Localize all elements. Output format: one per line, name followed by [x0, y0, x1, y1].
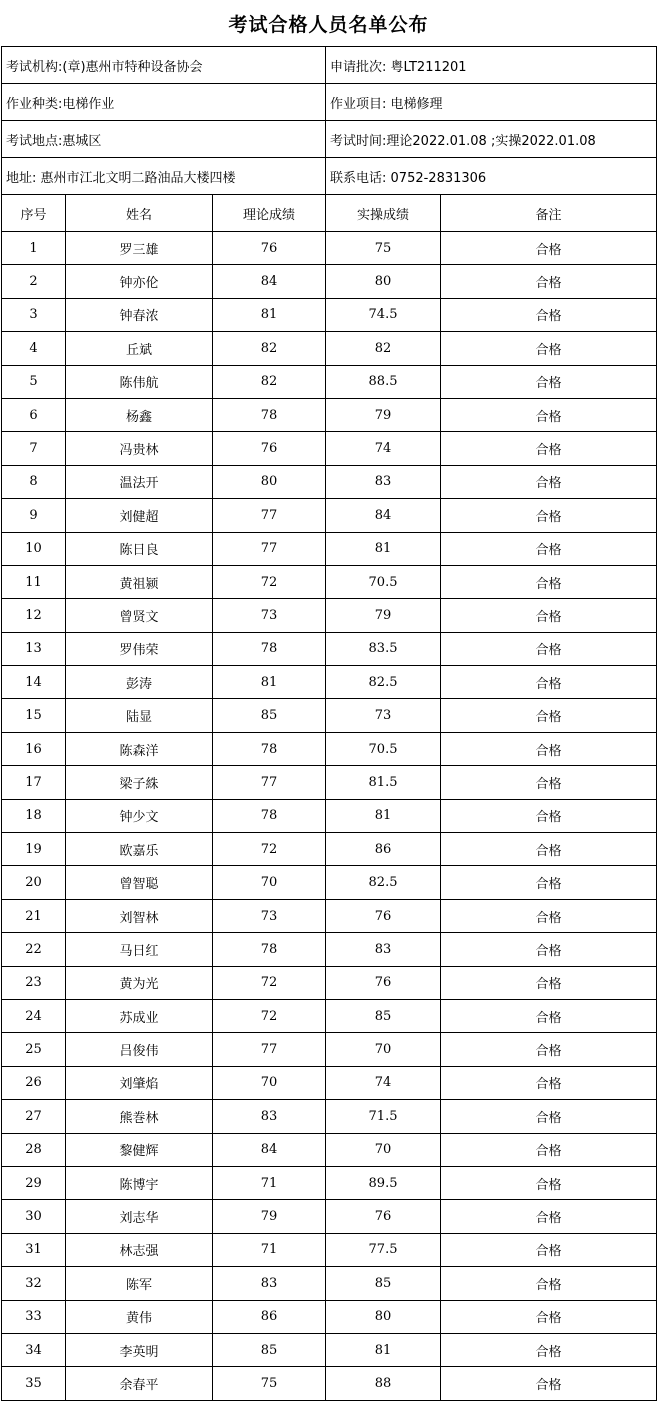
cell-practical-score: 76	[326, 966, 441, 999]
cell-index: 14	[2, 666, 66, 699]
cell-index: 13	[2, 632, 66, 665]
cell-practical-score: 85	[326, 999, 441, 1032]
header-practical-score: 实操成绩	[326, 195, 441, 232]
info-row	[2, 121, 657, 158]
cell-practical-score: 81.5	[326, 766, 441, 799]
cell-index: 17	[2, 766, 66, 799]
cell-name: 马日红	[66, 933, 213, 966]
cell-index: 28	[2, 1133, 66, 1166]
cell-index: 2	[2, 265, 66, 298]
cell-theory-score: 81	[213, 298, 326, 331]
cell-index: 5	[2, 365, 66, 398]
table-row	[2, 599, 657, 632]
table-row	[2, 766, 657, 799]
cell-index: 35	[2, 1367, 66, 1400]
cell-remark: 合格	[441, 298, 657, 331]
cell-remark: 合格	[441, 398, 657, 431]
cell-remark: 合格	[441, 766, 657, 799]
cell-theory-score: 76	[213, 232, 326, 265]
cell-practical-score: 74.5	[326, 298, 441, 331]
cell-theory-score: 83	[213, 1267, 326, 1300]
cell-practical-score: 73	[326, 699, 441, 732]
cell-practical-score: 74	[326, 432, 441, 465]
cell-index: 24	[2, 999, 66, 1032]
cell-index: 30	[2, 1200, 66, 1233]
cell-index: 33	[2, 1300, 66, 1333]
header-index: 序号	[2, 195, 66, 232]
cell-practical-score: 86	[326, 833, 441, 866]
table-row	[2, 298, 657, 331]
cell-theory-score: 78	[213, 632, 326, 665]
cell-practical-score: 80	[326, 265, 441, 298]
results-table	[1, 46, 657, 1401]
cell-theory-score: 78	[213, 799, 326, 832]
cell-remark: 合格	[441, 732, 657, 765]
approval-batch: 申请批次: 粤LT211201	[326, 47, 657, 84]
cell-remark: 合格	[441, 999, 657, 1032]
table-row	[2, 866, 657, 899]
cell-name: 钟亦伦	[66, 265, 213, 298]
table-row	[2, 332, 657, 365]
cell-name: 李英明	[66, 1333, 213, 1366]
table-row	[2, 232, 657, 265]
info-row	[2, 158, 657, 195]
cell-index: 22	[2, 933, 66, 966]
cell-name: 黄祖颍	[66, 565, 213, 598]
cell-remark: 合格	[441, 1300, 657, 1333]
table-row	[2, 632, 657, 665]
cell-practical-score: 81	[326, 1333, 441, 1366]
cell-name: 陆显	[66, 699, 213, 732]
cell-remark: 合格	[441, 1267, 657, 1300]
cell-practical-score: 77.5	[326, 1233, 441, 1266]
cell-remark: 合格	[441, 1066, 657, 1099]
cell-name: 吕俊伟	[66, 1033, 213, 1066]
info-row	[2, 84, 657, 121]
cell-index: 32	[2, 1267, 66, 1300]
cell-practical-score: 70	[326, 1033, 441, 1066]
cell-name: 彭涛	[66, 666, 213, 699]
cell-remark: 合格	[441, 465, 657, 498]
cell-index: 34	[2, 1333, 66, 1366]
cell-index: 15	[2, 699, 66, 732]
cell-remark: 合格	[441, 666, 657, 699]
cell-theory-score: 86	[213, 1300, 326, 1333]
cell-practical-score: 88	[326, 1367, 441, 1400]
table-row	[2, 699, 657, 732]
cell-name: 杨鑫	[66, 398, 213, 431]
cell-practical-score: 81	[326, 532, 441, 565]
cell-remark: 合格	[441, 1367, 657, 1400]
table-row	[2, 1133, 657, 1166]
cell-practical-score: 82.5	[326, 666, 441, 699]
cell-index: 4	[2, 332, 66, 365]
table-row	[2, 732, 657, 765]
cell-name: 温法开	[66, 465, 213, 498]
cell-practical-score: 79	[326, 398, 441, 431]
header-theory-score: 理论成绩	[213, 195, 326, 232]
cell-theory-score: 73	[213, 599, 326, 632]
table-row	[2, 499, 657, 532]
cell-remark: 合格	[441, 966, 657, 999]
table-row	[2, 265, 657, 298]
cell-name: 刘健超	[66, 499, 213, 532]
address: 地址: 惠州市江北文明二路油品大楼四楼	[2, 158, 326, 195]
cell-practical-score: 81	[326, 799, 441, 832]
cell-remark: 合格	[441, 1333, 657, 1366]
cell-theory-score: 85	[213, 1333, 326, 1366]
table-row	[2, 565, 657, 598]
cell-name: 刘肇焰	[66, 1066, 213, 1099]
cell-index: 9	[2, 499, 66, 532]
cell-name: 丘斌	[66, 332, 213, 365]
cell-index: 29	[2, 1166, 66, 1199]
cell-index: 27	[2, 1100, 66, 1133]
cell-name: 钟春浓	[66, 298, 213, 331]
cell-theory-score: 85	[213, 699, 326, 732]
table-row	[2, 1300, 657, 1333]
cell-remark: 合格	[441, 232, 657, 265]
cell-theory-score: 77	[213, 1033, 326, 1066]
cell-theory-score: 72	[213, 833, 326, 866]
header-remark: 备注	[441, 195, 657, 232]
contact-phone: 联系电话: 0752-2831306	[326, 158, 657, 195]
cell-remark: 合格	[441, 833, 657, 866]
cell-remark: 合格	[441, 432, 657, 465]
exam-time: 考试时间:理论2022.01.08 ;实操2022.01.08	[326, 121, 657, 158]
cell-practical-score: 70.5	[326, 732, 441, 765]
cell-theory-score: 72	[213, 966, 326, 999]
cell-practical-score: 76	[326, 1200, 441, 1233]
table-row	[2, 532, 657, 565]
cell-name: 刘智林	[66, 899, 213, 932]
cell-practical-score: 80	[326, 1300, 441, 1333]
cell-theory-score: 75	[213, 1367, 326, 1400]
cell-name: 冯贵林	[66, 432, 213, 465]
cell-index: 25	[2, 1033, 66, 1066]
cell-name: 林志强	[66, 1233, 213, 1266]
cell-name: 陈博宇	[66, 1166, 213, 1199]
cell-theory-score: 80	[213, 465, 326, 498]
cell-theory-score: 72	[213, 999, 326, 1032]
cell-index: 31	[2, 1233, 66, 1266]
cell-index: 18	[2, 799, 66, 832]
cell-name: 黄伟	[66, 1300, 213, 1333]
cell-practical-score: 88.5	[326, 365, 441, 398]
table-row	[2, 1367, 657, 1400]
exam-location: 考试地点:惠城区	[2, 121, 326, 158]
cell-index: 23	[2, 966, 66, 999]
cell-practical-score: 70.5	[326, 565, 441, 598]
cell-name: 熊巻林	[66, 1100, 213, 1133]
cell-remark: 合格	[441, 933, 657, 966]
table-header-row	[2, 195, 657, 232]
table-row	[2, 432, 657, 465]
cell-practical-score: 79	[326, 599, 441, 632]
cell-index: 6	[2, 398, 66, 431]
cell-remark: 合格	[441, 1133, 657, 1166]
table-row	[2, 799, 657, 832]
table-row	[2, 966, 657, 999]
cell-practical-score: 82.5	[326, 866, 441, 899]
table-row	[2, 999, 657, 1032]
cell-remark: 合格	[441, 1233, 657, 1266]
page-title: 考试合格人员名单公布	[228, 13, 429, 36]
cell-theory-score: 78	[213, 398, 326, 431]
table-row	[2, 398, 657, 431]
cell-practical-score: 82	[326, 332, 441, 365]
cell-remark: 合格	[441, 1200, 657, 1233]
cell-theory-score: 84	[213, 265, 326, 298]
cell-theory-score: 78	[213, 933, 326, 966]
cell-theory-score: 70	[213, 866, 326, 899]
cell-theory-score: 70	[213, 1066, 326, 1099]
cell-practical-score: 83.5	[326, 632, 441, 665]
table-row	[2, 899, 657, 932]
cell-index: 8	[2, 465, 66, 498]
cell-name: 罗伟荣	[66, 632, 213, 665]
cell-index: 16	[2, 732, 66, 765]
cell-name: 曾智聪	[66, 866, 213, 899]
table-row	[2, 1066, 657, 1099]
table-row	[2, 933, 657, 966]
cell-practical-score: 89.5	[326, 1166, 441, 1199]
cell-theory-score: 82	[213, 365, 326, 398]
cell-practical-score: 76	[326, 899, 441, 932]
cell-index: 3	[2, 298, 66, 331]
cell-name: 陈森洋	[66, 732, 213, 765]
cell-name: 钟少文	[66, 799, 213, 832]
cell-theory-score: 77	[213, 532, 326, 565]
cell-name: 梁子絑	[66, 766, 213, 799]
cell-index: 20	[2, 866, 66, 899]
cell-index: 26	[2, 1066, 66, 1099]
cell-practical-score: 83	[326, 933, 441, 966]
job-type: 作业种类:电梯作业	[2, 84, 326, 121]
cell-theory-score: 82	[213, 332, 326, 365]
exam-org: 考试机构:(章)惠州市特种设备协会	[2, 47, 326, 84]
cell-practical-score: 85	[326, 1267, 441, 1300]
cell-theory-score: 78	[213, 732, 326, 765]
cell-theory-score: 81	[213, 666, 326, 699]
cell-theory-score: 76	[213, 432, 326, 465]
cell-index: 10	[2, 532, 66, 565]
cell-remark: 合格	[441, 632, 657, 665]
table-row	[2, 1033, 657, 1066]
table-row	[2, 666, 657, 699]
cell-remark: 合格	[441, 1166, 657, 1199]
info-row	[2, 47, 657, 84]
cell-practical-score: 70	[326, 1133, 441, 1166]
cell-practical-score: 83	[326, 465, 441, 498]
cell-name: 罗三雄	[66, 232, 213, 265]
cell-remark: 合格	[441, 365, 657, 398]
cell-name: 黎健辉	[66, 1133, 213, 1166]
table-row	[2, 1166, 657, 1199]
cell-index: 19	[2, 833, 66, 866]
header-name: 姓名	[66, 195, 213, 232]
cell-name: 陈军	[66, 1267, 213, 1300]
table-row	[2, 833, 657, 866]
cell-index: 12	[2, 599, 66, 632]
cell-practical-score: 74	[326, 1066, 441, 1099]
cell-index: 7	[2, 432, 66, 465]
cell-remark: 合格	[441, 699, 657, 732]
table-row	[2, 365, 657, 398]
cell-remark: 合格	[441, 866, 657, 899]
cell-index: 11	[2, 565, 66, 598]
cell-practical-score: 84	[326, 499, 441, 532]
table-row	[2, 1200, 657, 1233]
cell-theory-score: 83	[213, 1100, 326, 1133]
cell-theory-score: 72	[213, 565, 326, 598]
cell-theory-score: 73	[213, 899, 326, 932]
cell-name: 陈伟航	[66, 365, 213, 398]
cell-remark: 合格	[441, 565, 657, 598]
cell-remark: 合格	[441, 332, 657, 365]
cell-index: 21	[2, 899, 66, 932]
cell-remark: 合格	[441, 499, 657, 532]
cell-theory-score: 79	[213, 1200, 326, 1233]
table-row	[2, 1100, 657, 1133]
cell-name: 黄为光	[66, 966, 213, 999]
table-row	[2, 1267, 657, 1300]
table-row	[2, 1233, 657, 1266]
cell-remark: 合格	[441, 1100, 657, 1133]
cell-remark: 合格	[441, 265, 657, 298]
cell-practical-score: 75	[326, 232, 441, 265]
cell-remark: 合格	[441, 899, 657, 932]
job-item: 作业项目: 电梯修理	[326, 84, 657, 121]
cell-name: 陈日良	[66, 532, 213, 565]
cell-theory-score: 71	[213, 1233, 326, 1266]
cell-index: 1	[2, 232, 66, 265]
cell-remark: 合格	[441, 532, 657, 565]
cell-remark: 合格	[441, 799, 657, 832]
cell-theory-score: 84	[213, 1133, 326, 1166]
cell-name: 苏成业	[66, 999, 213, 1032]
cell-remark: 合格	[441, 599, 657, 632]
cell-remark: 合格	[441, 1033, 657, 1066]
cell-practical-score: 71.5	[326, 1100, 441, 1133]
cell-name: 余春平	[66, 1367, 213, 1400]
cell-theory-score: 71	[213, 1166, 326, 1199]
table-row	[2, 465, 657, 498]
table-row	[2, 1333, 657, 1366]
cell-name: 欧嘉乐	[66, 833, 213, 866]
cell-name: 刘志华	[66, 1200, 213, 1233]
cell-theory-score: 77	[213, 766, 326, 799]
cell-name: 曾贤文	[66, 599, 213, 632]
cell-theory-score: 77	[213, 499, 326, 532]
